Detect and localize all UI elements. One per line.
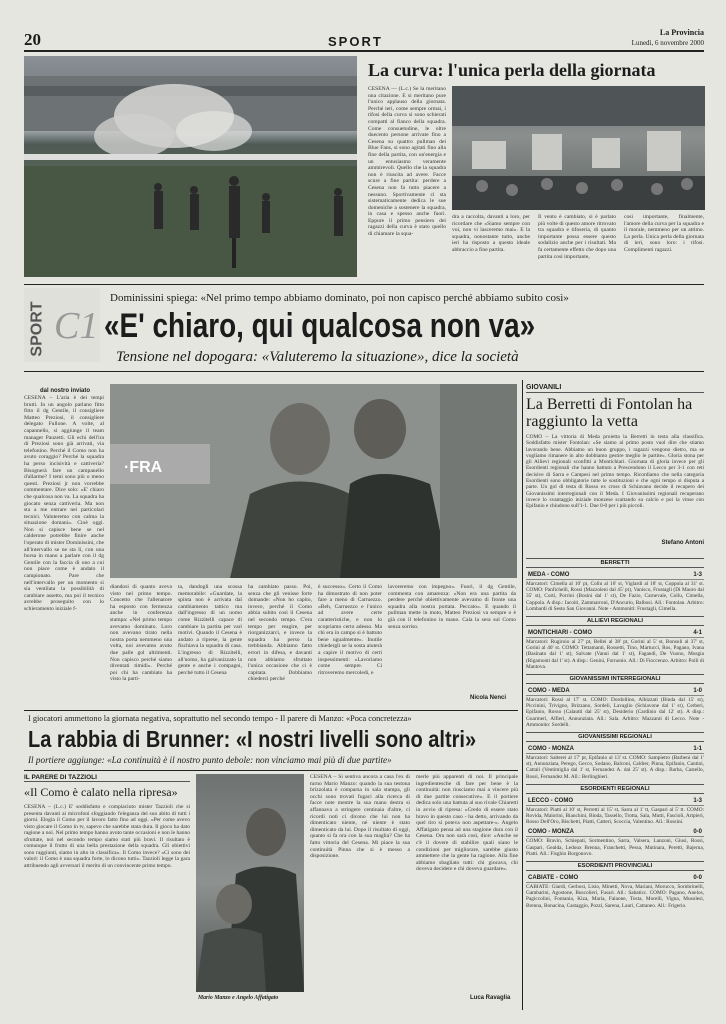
- divider-main: [24, 371, 704, 372]
- stadium-scene: [24, 56, 357, 277]
- results-block-3: [526, 674, 704, 728]
- results-column: [526, 554, 704, 1009]
- brunner-col-1: CESENA – Si sentiva ancora a casa l'ex di turno Mario Manzo: quando la sua testona brizzolata è comparsa in sala stampa, gli occhi sono trovati fugaci alla ricerca di facce note mentre la sua mano destra si affannava a stringere centinaia d'altre, ci ricordi noti ci dicono che lui non ha dimenticato niente, né niente è stato dimenticato da lui. Dopo il risultato di oggi, quanto si fa ora con la sua maglia? Che ha fatto vittoria del Cesena. Mi piace la sua continuità Pinna che si è messo a disposizione.: [310, 774, 410, 860]
- section-tag-league: C1: [54, 305, 99, 347]
- results-score: 4-1: [693, 630, 702, 637]
- main-col-2: diandosi di quanto aveva visto nel primo tempo. Concetto che l'allenatore ha esposto con fermezza anche in conferenza stampa: «Nel primo tempo avevamo dominato. Loro non avevano tirato nella nostra porta nemmeno una volta, noi avevamo avuto due palle gol altrimenti. Non capisco perché siamo diventati timidi». Perché poi chi ha cambiato ha visto la parti-: [110, 584, 172, 683]
- curva-fans-photo: [452, 86, 705, 210]
- results-category: ALLIEVI REGIONALI: [526, 616, 704, 626]
- tazzioli-headline: «Il Como è calato nella ripresa»: [24, 785, 178, 799]
- giovanili-box: [526, 384, 704, 546]
- results-block-1: [526, 558, 704, 612]
- manzo-affatigato-photo: [196, 774, 304, 992]
- section-tag-vertical: SPORT: [28, 301, 46, 357]
- results-match: COMO - MONZA: [528, 746, 574, 753]
- results-category: GIOVANISSIMI REGIONALI: [526, 732, 704, 742]
- results-category: GIOVANISSIMI INTERREGIONALI: [526, 674, 704, 684]
- brunner-kicker: I giocatori ammettono la giornata negativa, soprattutto nel secondo tempo - Il parere di Manzo: «Poca concretezza»: [28, 714, 412, 723]
- dominissini-photo: [110, 384, 517, 578]
- tazzioli-body: CESENA – (L.c.) E' soddisfatto e compiaciuto mister Tazzioli che si presenta davanti ai microfoni sfoggiando l'eleganza del suo abito di tutti i giorni. Elogia il Como per il lavoro fatto fino ad oggi. «Per come avevo visto giocare il Como in tv, sapevo che sarebbe stata dura. Il gioco ha dato ragione a noi. Nel primo tempo hanno avuto tante occasioni e non le hanno sfruttate, noi nel secondo tempo siamo stati più bravi. Il risultato è comunque il frutto di una bella prestazione della squadra. Gli obiettivi sono raggiunti, siamo in alto in classifica». Il Como invece? «Ci sono dei valori: il Como è una squadra forte, lo dicono tutti». Tazzioli legge la gara attribuendo agli avversari il merito di un convincente primo tempo.: [24, 804, 190, 869]
- main-col-5: è successo». Certo il Como ha dimostrato di non poter fare a meno di Carruezzo. «Beh, Carruezzo e l'unico ad avere certe caratteristiche, e non lo scopriamo certo adesso. Ma chi era in campo si è battuto bene ugualmente». Inutile chiedergli se la sosta aiuterà a capire il motivo di certi inspessimenti: «Lavoriamo come sempre. Ci ritroveremo mercoledì, e: [318, 584, 382, 676]
- results-match: LECCO - COMO: [528, 797, 573, 804]
- results-category: BERRETTI: [526, 558, 704, 568]
- divider-brunner-body: [24, 770, 518, 771]
- fans-scene: [452, 86, 705, 210]
- results-score: 0-0: [693, 875, 702, 882]
- results-details: Marcatori: Salterei al 17' pt, Epifanio al 13' st. COMO: Sampietro (Barbeni dal 1' st), Annunziata, Perego, Gecco, Sodano, Balconi, Caldrer, Pinna, Epifanio, Cantini, Cattali (Ventimiglia dal 1' st, Fernandez A. dal 25' st). A disp.: Barba, Castello, Rossi, Fernandez M. All.: Berlinghieri.: [526, 755, 704, 780]
- results-details: CABIATE: Giardi, Gerbosi, Lisio, Minetti, Nova, Mariani, Morucco, Sornbrinelli, Gambarini, Agostone, Buscolieri, Fusari. All.: Sabaticc. COMO: Pagano, Anelos, Pagiccolini, Fontania, Kiza, Maria, Falaone, Tosta, Morelli, Vigna, Musolesi, Brenna, Bonacina, Castaggio, Pozzi, Sarena, Lauri, Cattaneo. All.: Frigerio.: [526, 884, 704, 909]
- curva-col-3: Il vento è cambiato, si è parlato più volte di questo amore ritrovato tra squadra e tifoseria, di quanto importante possa essere questo sodalizio anche per i risultati. Ma fa certamente effetto che dopo una partita così importante,: [538, 214, 616, 260]
- page-header: [24, 30, 704, 52]
- main-col-4: ha cambiato passo. Poi, senza che gli venisse forte domande: «Non ho capito, invece, perché il Como abbia subito così il Cesena nel secondo tempo. C'era tempo per reagire, per riorganizzarci, e invece la squadra ha perso la trebbianda. Abbiamo fatto errori in difesa, e davanti non abbiamo sfruttato l'unica occasione che ci è capitata. Dobbiamo chiederci perché: [248, 584, 312, 683]
- results-match: MONTICHIARI - COMO: [528, 630, 592, 637]
- results-block-5: [526, 784, 704, 826]
- results-score: 1-3: [693, 572, 702, 578]
- results-details: Marcatori: Rugiroio al 27' pt, Bellei al 38' pt, Gorini al 5' st, Bonsoli al 37' st, Gorini al 40' st. COMO: Tettamanti, Rossetti, Tino, Martucci, Ros, Pagano, Ivana (Basinato dal 1' st), Salvate (Vanni dal 1' st), Fagandi, De Vuono, Musgia (Rigamonti dal 1' st). A disp.: Genini, Fornonio. All.: Di Fioccenzo. Arbitro: Polli di Mantova.: [526, 639, 704, 670]
- results-match: MEDA - COMO: [528, 572, 570, 578]
- results-block-2: [526, 616, 704, 670]
- results-match-row: [526, 828, 704, 837]
- curva-headline: La curva: l'unica perla della giornata: [368, 60, 656, 80]
- bench-scene: [110, 384, 517, 578]
- results-match-row: [526, 745, 704, 754]
- main-author: Nicola Nenci: [470, 695, 507, 701]
- vertical-rule-right: [522, 380, 523, 1010]
- results-score: 0-0: [693, 829, 702, 836]
- results-match: COMO - MEDA: [528, 688, 570, 695]
- results-match: CABIATE - COMO: [528, 875, 579, 882]
- page-number: 20: [24, 30, 41, 49]
- results-block-4: [526, 732, 704, 780]
- giovanili-body: COMO – La vittoria di Meda proietta la Berretti in testa alla classifica. Soddisfatto mister Fontolan: «Se siamo al primo posto vuol dire che stiamo lavorando bene. Abbiamo un buon gruppo, i ragazzi vengono dietro, ma se vogliamo rimanere in alto dobbiamo gestire meglio le partite». Gloria stona per gli Allievi regionali sconfitti a Montichiari. Giornata di gloria invece per gli Esordienti regionali che hanno battuto a Prescendono il Lecco per 3-1 con reti decisive di Sarra e Campesi nel primo tempo. Ricordiamo che nella categoria Esordienti sono obbligatorie tutte le sostituzioni e che ogni tempo si disputa a parte. Un gol di testa di Rosso ex cross di Schiavano decide il recupero dei Giovanissimi interregionali con il Meda. I Giovanissimi regionali recuperano invece lo svantaggio iniziale monzese scattando su calcio e poi la vinse con Epifanio e chiudono sull'1-1. Due 0-0 per i più piccoli.: [526, 434, 704, 510]
- stadium-photo: [24, 56, 357, 277]
- results-match-row: [526, 571, 704, 580]
- main-col-1: CESENA – L'aria è dei tempi brutti. In un angolo parlano fitto fitto il dg Gentile, il consigliere Matteo Preziosi, il consigliere delegato Fullone. A volte, al capannello, si aggiunge il team manager Pauzetti. Gli echi dell'ira di Preziosi sono già arrivati, via telefonino. Perché il Como non ha avuto coraggio? Perché la squadra ha perso incisività e cattiveria? Bisognerà fare un campanello d'allarme? I temi sono più o meno questi. Preziosi jr non vorrebbe commentare. Dice solo: «E' chiaro che qualcosa non va. La squadra ha giocato senza cattiveria. Ma non sta a me entrare nei particolari tecnici. Valuteremo con calma la situazione domani». Cioè oggi. Non si capisce bene se nel calderone potrebbe finire anche l'operato di mister Dominissini, che all'intervallo se ne sta lì, con una borsa in mano a parlare con il dg Gentile con la faccia di uno a cui non piace come è andato il campionato. Pare che nell'intervallo per un momento si sia ventilata la possibilità di cambiare assetto, ma poi il tecnico avrebbe proseguito con lo schieramento iniziale f-: [24, 395, 104, 612]
- results-block-6: [526, 828, 704, 857]
- publication-name: La Provincia: [659, 28, 704, 37]
- giovanili-label: GIOVANILI: [526, 384, 704, 393]
- players-scene: [196, 774, 304, 992]
- results-match-row: [526, 687, 704, 696]
- giovanili-headline: La Berretti di Fontolan ha raggiunto la vetta: [526, 396, 693, 430]
- results-match-row: [526, 629, 704, 638]
- brunner-headline: La rabbia di Brunner: «I nostri livelli sono altri»: [28, 726, 477, 752]
- curva-col-2: dra a raccolta, davanti a loro, per ricordare che «Siamo sempre con voi, non vi lasceremo mai». E la squadra, nonostante tutto, anche ieri ha risposto a questo ideale abbraccio a fine partita.: [452, 214, 530, 253]
- results-match-row: [526, 874, 704, 883]
- results-details: Marcatori: Cimella al 10' pt, Collu al 16' st, Viglardi al 18' st, Coppola al 31' st. COMO: Panfichelli, Rossi (Mazzoleni dal 45' pt), Vanisco, Frustagli (Di Mauro dal 35' st), Corti, Porrini (Bosini dal 1' st), De Fazio, Carnevale, Collu, Cimella, Coppola. A disp.: Iacoiti, Zammarroni, D'Ancurio, Balbosi. All.: Fontolan. Arbitro: Lombardi di Sesto San Giovanni. Note - Ammoniti: Frustagli, Cimella.: [526, 581, 704, 612]
- results-score: 1-0: [693, 688, 702, 695]
- main-col-6: lavoreremo con impegno». Fuori, il dg Gentile, commenta con amarezza: «Non era una partita da perdere perché obiettivamente avevamo di fronte una squadra alla nostra portata. Peccato». E quando il pullman mette in moto, Matteo Preziosi va sempre o è già con il telefonino in mano. Cala la sera sul Como senza sorriso.: [388, 584, 516, 630]
- main-subhead: Tensione nel dopogara: «Valuteremo la situazione», dice la società: [116, 349, 519, 365]
- curva-col-4: così importante, finalmente, l'amore della curva per la squadra e il morale, nemmeno per un attimo. La perla. Unica perla della giornata di ieri, sono loro: i tifosi. Complimenti ragazzi.: [624, 214, 704, 253]
- main-col-3: ta, dandogli una scossa memorabile: «Guardate, la spinta non è arrivata dal cambiamento tattico ma dall'ingresso di un uomo come Rizzitelli capace di cambiare la partita per vari motivi. Quando il Cesena è andato a riprese, la gente fischiava la squadra di casa. L'ingresso di Rizzitelli, all'uomo, ha galvanizzato la gente e anche i compagni, perché tutto il Cesena: [178, 584, 242, 676]
- tazzioli-label: IL PARERE DI TAZZIOLI: [24, 774, 190, 782]
- results-details: Marcatori: Piatti al 10' st, Perretti al 15' st, Sarra al 1' tt, Gaspari al 5' tt. COMO: Rovida, Maiorini, Bianchini, Binda, Tassello, Trotta, Sala, Mutti, Fascioli, Artpieri, Rosso Dell'Oro, Bischetti, Piatti, Catteri, Scoccia, Valentino. All.: Rossini.: [526, 806, 704, 826]
- results-details: Marcatori: Rossi al 17' st. COMO: Dordollino, Albizzati (Binda dal 15' st), Piccinini, Trivigno, Brizzano, Sordeli, Lavaglio (Schiavone dal 1' st), Cerberi, Epifanio, Rosso (Calautti dal 25' st), Desiderio (Cardinio dal 12' st). A disp.: Guarmeri, Alfieri, Annunziata. All.: Sala. Arbitro: Mazzanti di Lecco. Note - Ammonito: Sordelli.: [526, 697, 704, 728]
- main-headline: «E' chiaro, qui qualcosa non va»: [104, 307, 536, 345]
- brunner-author: Luca Ravaglia: [470, 995, 511, 1001]
- main-kicker: Dominissini spiega: «Nel primo tempo abbiamo dominato, poi non capisco perché abbiamo subito così»: [110, 292, 569, 304]
- photo-caption: Mario Manzo e Angelo Affatigato: [198, 995, 279, 1001]
- section-name: SPORT: [328, 34, 383, 49]
- brunner-subhead: Il portiere aggiunge: «La continuità è il nostro punto debole: non vinciamo mai più di due partite»: [28, 755, 392, 765]
- results-category: ESORDIENTI PROVINCIALI: [526, 861, 704, 871]
- results-score: 1-3: [693, 797, 702, 804]
- main-byline: dal nostro inviato: [40, 388, 91, 394]
- brunner-col-2: merle più apparenti di noi. Il principale ingredientesche di fare per bene è la continuità: non riusciamo mai a vincere più di due partite consecutive». E il portiere dedica solo una battuta al suo rivale Chiaretti in avvio di ripresa: «Credo di essere stato bravo in questo caso - ha detto, arrivando da quel tiro si poteva non aspettare-». Angelo Affatigato pensa ad una stagione dura con il Cesena. Ora non sarà così, dice: «Anche se c'è il dovere di stabilire quali siano le condizioni per migliorare, sarebbe giusto ammettere che la gente ha ragione. Alla fine abbiamo sbagliato tutti: chi giocava, chi doveva decidere e chi doveva guardare».: [416, 774, 518, 873]
- divider-top: [24, 284, 704, 285]
- issue-date: Lunedì, 6 novembre 2000: [631, 39, 704, 47]
- svg-text:·FRA: ·FRA: [124, 459, 163, 476]
- results-details: COMO: Bravin, Schiepati, Sormentino, Sarra, Valsera, Lanzoni, Giusi, Rossi, Gaspari, Gealda, Ledoux Brenna, Franchetti, Pessa, Mutinara, Peretti, Bajerna, Piatti. All.: Fisghio Borgonovo.: [526, 838, 704, 857]
- curva-col-1: CESENA — (L.c.) Se la meritano una citazione. E si meritano pure l'unico applauso della giornata. Perché ieri, come sempre ormai, i tifosi della curva si sono schierati compatti al fianco della squadra. Come consuetudine, le oltre duecento persone arrivate fino a Cesena su quattro pullman dei Blue Fans, si sono agitati fino alla fine della partita, con un'energia e un entusiasmo veramente ammirevoli. Quello che la squadra non è riuscita ad avere. Facce scure a fine partita: perdere a Cesena non fa tutto piacere a nessuno. Sportivamente ci sta sistematicamente dedica le sue domeniche a sostenere la squadra, in casa e spesso anche fuori. Eppure il primo pensiero dei ragazzi della curva è stato quello di chiamare la squa-: [368, 86, 446, 238]
- giovanili-author: Stefano Antoni: [661, 540, 704, 546]
- results-match: COMO - MONZA: [528, 829, 574, 836]
- results-score: 1-1: [693, 746, 702, 753]
- results-match-row: [526, 797, 704, 806]
- results-block-7: [526, 861, 704, 909]
- section-tag: [24, 288, 100, 362]
- divider-brunner: [24, 710, 518, 711]
- results-category: ESORDIENTI REGIONALI: [526, 784, 704, 794]
- tazzioli-box: [24, 774, 190, 1006]
